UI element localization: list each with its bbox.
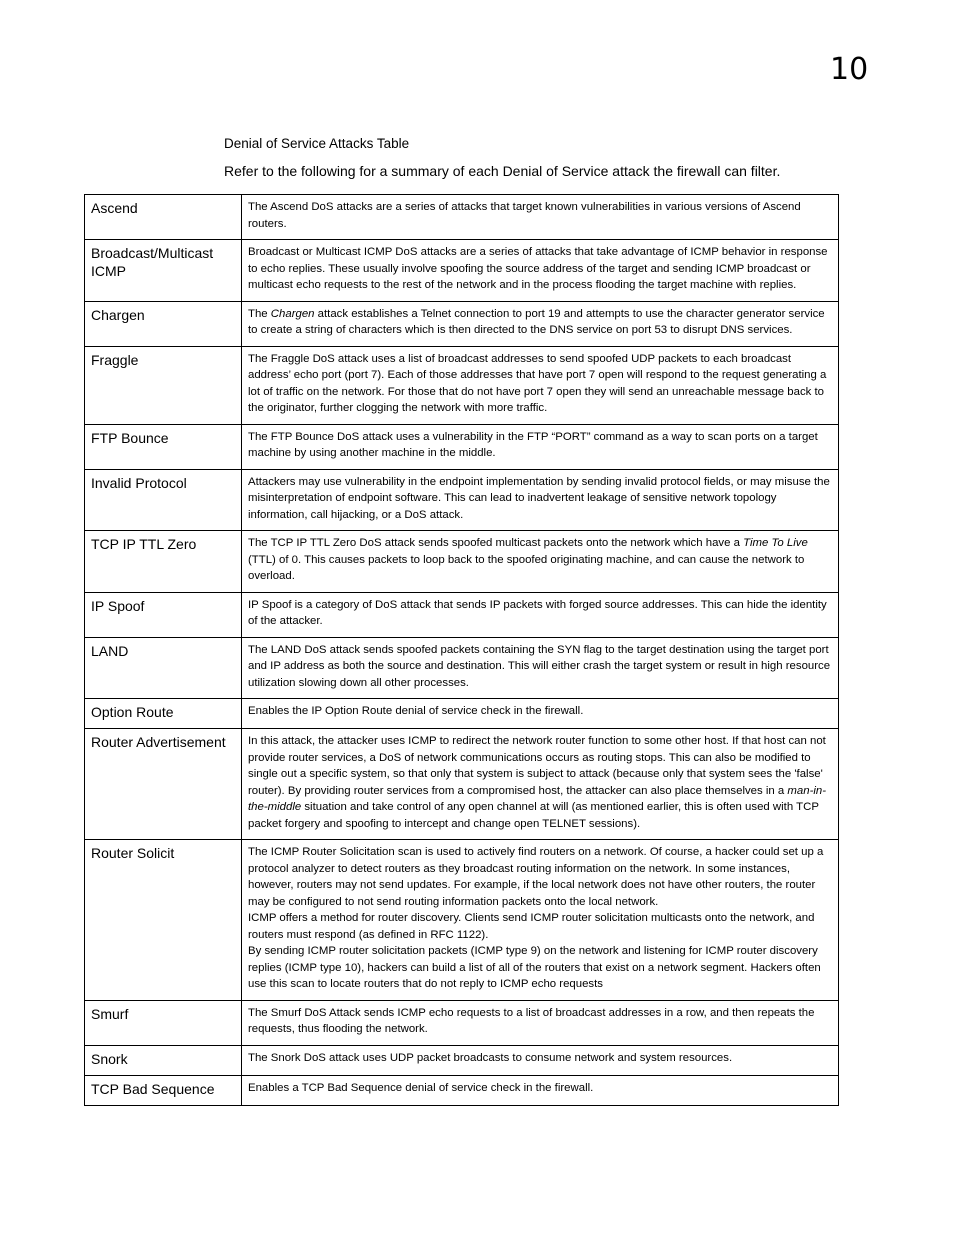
attack-description: Broadcast or Multicast ICMP DoS attacks are a series of attacks that take advantage of ICMP behavior in response to echo replies. These usually involve spoofing the source address of the target and sending ICMP broadcast or multicast echo requests to the rest of the network and in the process flooding the target machine with replies.	[242, 240, 839, 302]
attack-name: Smurf	[85, 1000, 242, 1045]
emphasis: man-in-the-middle	[248, 784, 827, 813]
chapter-number: 10	[830, 52, 869, 87]
table-row	[85, 637, 839, 699]
attack-name: FTP Bounce	[85, 424, 242, 469]
table-row	[85, 729, 839, 840]
table-row	[85, 301, 839, 346]
attack-description: In this attack, the attacker uses ICMP to redirect the network router function to some other host. If that host can not provide router services, a DoS of network communications occurs as routing stops. This can also be modified to single out a specific system, so that only that system is subject to attack (because only that system sees the 'false' router). By providing router services from a compromised host, the attacker can also place themselves in a man-in-the-middle situation and take control of any open channel at will (as mentioned earlier, this is often used with TCP packet forgery and spoofing to intercept and change open TELNET sessions).	[242, 729, 839, 840]
table-row	[85, 240, 839, 302]
attack-name: Ascend	[85, 195, 242, 240]
attack-name: TCP Bad Sequence	[85, 1075, 242, 1105]
section-title: Denial of Service Attacks Table	[224, 136, 410, 151]
intro-text: Refer to the following for a summary of each Denial of Service attack the firewall can filter.	[224, 163, 781, 179]
attack-name: Router Advertisement	[85, 729, 242, 840]
table-row	[85, 1000, 839, 1045]
attack-description: The FTP Bounce DoS attack uses a vulnerability in the FTP “PORT” command as a way to scan ports on a target machine by using another machine in the middle.	[242, 424, 839, 469]
emphasis: Time To Live	[743, 537, 808, 549]
table-row	[85, 195, 839, 240]
emphasis: Chargen	[270, 307, 315, 320]
table-row	[85, 469, 839, 531]
attack-description: The Chargen attack establishes a Telnet connection to port 19 and attempts to use the character generator service to create a string of characters which is then directed to the DNS service on port 53 to disrupt DNS services.	[242, 301, 839, 346]
table-row	[85, 531, 839, 593]
attack-name: Router Solicit	[85, 840, 242, 1001]
dos-attacks-table	[84, 194, 839, 1106]
attack-name: Fraggle	[85, 346, 242, 424]
attack-description: The Ascend DoS attacks are a series of attacks that target known vulnerabilities in various versions of Ascend routers.	[242, 195, 839, 240]
table-row	[85, 840, 839, 1001]
attack-description: Attackers may use vulnerability in the endpoint implementation by sending invalid protocol fields, or may misuse the misinterpretation of endpoint software. This can lead to inadvertent leakage of sensitive network topology information, call hijacking, or a DoS attack.	[242, 469, 839, 531]
attack-description: The Smurf DoS Attack sends ICMP echo requests to a list of broadcast addresses in a row, and then repeats the requests, thus flooding the network.	[242, 1000, 839, 1045]
table-row	[85, 699, 839, 729]
attack-name: Option Route	[85, 699, 242, 729]
attack-name: Chargen	[85, 301, 242, 346]
attack-name: LAND	[85, 637, 242, 699]
table-row	[85, 1075, 839, 1105]
attack-name: Invalid Protocol	[85, 469, 242, 531]
attack-description: Enables the IP Option Route denial of service check in the firewall.	[242, 699, 839, 729]
attack-description: IP Spoof is a category of DoS attack that sends IP packets with forged source addresses. This can hide the identity of the attacker.	[242, 592, 839, 637]
attack-description: The LAND DoS attack sends spoofed packets containing the SYN flag to the target destination using the target port and IP address as both the source and destination. This will either crash the target system or result in high resource utilization slowing down all other processes.	[242, 637, 839, 699]
attack-name: TCP IP TTL Zero	[85, 531, 242, 593]
table-row	[85, 1045, 839, 1075]
attack-description: The TCP IP TTL Zero DoS attack sends spoofed multicast packets onto the network which have a Time To Live (TTL) of 0. This causes packets to loop back to the spoofed originating machine, and can cause the network to overload.	[242, 531, 839, 593]
attack-name: Broadcast/Multicast ICMP	[85, 240, 242, 302]
attack-description: The Snork DoS attack uses UDP packet broadcasts to consume network and system resources.	[242, 1045, 839, 1075]
table-row	[85, 346, 839, 424]
table-row	[85, 592, 839, 637]
table-row	[85, 424, 839, 469]
attack-name: IP Spoof	[85, 592, 242, 637]
attack-description: The Fraggle DoS attack uses a list of broadcast addresses to send spoofed UDP packets to each broadcast address’ echo port (port 7). Each of those addresses that have port 7 open will respond to the request generating a lot of traffic on the network. For those that do not have port 7 open they will send an unreachable message back to the originator, further clogging the network with more traffic.	[242, 346, 839, 424]
attack-description: The ICMP Router Solicitation scan is used to actively find routers on a network. Of course, a hacker could set up a protocol analyzer to detect routers as they broadcast routing information on the network. In some instances, however, routers may not send updates. For example, if the local network does not have other routers, the router may be configured to not send routing information packets onto the local network. ICMP offers a method for router discovery. Clients send ICMP router solicitation multicasts onto the network, and routers must respond (as defined in RFC 1122). By sending ICMP router solicitation packets (ICMP type 9) on the network and listening for ICMP router discovery replies (ICMP type 10), hackers can build a list of all of the routers that exist on a network segment. Hackers often use this scan to locate routers that do not reply to ICMP echo requests	[242, 840, 839, 1001]
attack-description: Enables a TCP Bad Sequence denial of service check in the firewall.	[242, 1075, 839, 1105]
attack-name: Snork	[85, 1045, 242, 1075]
